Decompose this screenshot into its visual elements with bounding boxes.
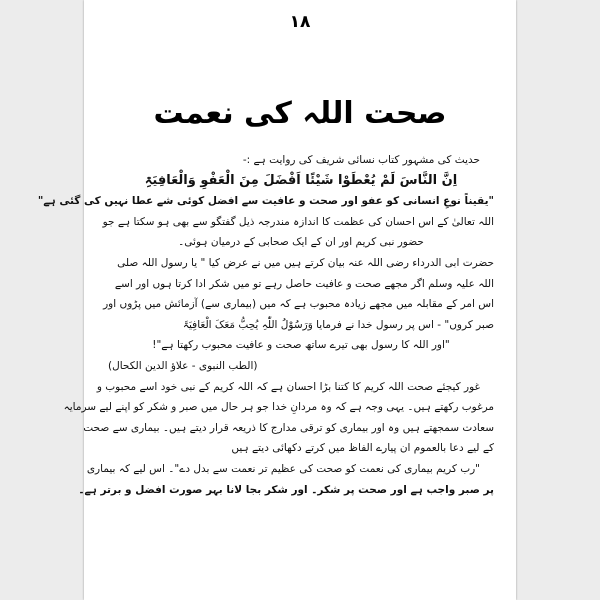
paragraph-line: کے لیے دعا بالعموم ان پیارے الفاظ میں کرتے دکھائی دیتے ہیں — [231, 442, 494, 455]
paragraph-line: اللہ تعالیٰ کے اس احسان کی عظمت کا اندازہ مندرجہ ذیل گفتگو سے بھی ہو سکتا ہے جو — [102, 215, 494, 228]
paragraph-line: پر صبر واجب ہے اور صحت پر شکر۔ اور شکر بجا لانا بہر صورت افضل و برتر ہے۔ — [78, 483, 494, 496]
paragraph-line: حدیث کی مشہور کتاب نسائی شریف کی روایت ہے :- — [242, 154, 480, 166]
paragraph-line: "رب کریم بیماری کی نعمت کو صحت کی عظیم تر نعمت سے بدل دے"۔ اس لیے کہ بیماری — [86, 462, 480, 475]
paragraph-line: صبر کروں" - اس پر رسول خدا نے فرمایا وَرَسُوْلُ اللّٰہِ یُحِبُّ مَعَکَ الْعَافِیَۃَ — [182, 318, 494, 331]
paragraph-line: حضور نبی کریم اور ان کے ایک صحابی کے درمیان ہوئی۔ — [178, 236, 424, 249]
paragraph-line: حضرت ابی الدرداء رضی اللہ عنہ بیان کرتے ہیں میں نے عرض کیا " یا رسول اللہ صلی — [117, 256, 494, 269]
paragraph-line: غور کیجئے صحت اللہ کریم کا کتنا بڑا احسان ہے کہ اللہ کریم کے نبی خود اسے محبوب و — [96, 380, 480, 393]
paragraph-line: مرغوب رکھتے ہیں۔ یہی وجہ ہے کہ وہ مردانِ خدا جو ہر حال میں صبر و شکر کو اپنے لیے سرمایہ — [63, 401, 494, 414]
reference-line: (الطب النبوی - علاؤ الدین الکحال) — [108, 359, 258, 372]
page-number: ۱۸ — [289, 12, 311, 32]
paragraph-line: اللہ علیہ وسلم اگر مجھے صحت و عافیت حاصل رہے تو میں شکر ادا کرتا ہوں اور اسے — [114, 277, 494, 290]
paragraph-line: سعادت سمجھتے ہیں وہ اور بیماری کو ترقی مدارج کا ذریعہ قرار دیتے ہیں۔ بیماری سے صحت — [83, 421, 494, 434]
arabic-hadith: اِنَّ النَّاسَ لَمْ یُعْطَوْا شَیْئًا اَفْضَلَ مِنَ الْعَفْوِ وَالْعَافِیَۃِ — [144, 172, 458, 188]
book-page — [37, 0, 516, 600]
paragraph-line: "اور اللہ کا رسول بھی تیرے ساتھ صحت و عافیت محبوب رکھتا ہے"! — [152, 339, 450, 352]
paragraph-line: اس امر کے مقابلہ میں مجھے زیادہ محبوب ہے کہ میں (بیماری سے) آزمائش میں پڑوں اور — [103, 298, 494, 311]
body-text — [37, 150, 494, 500]
translation-line: "یقیناً نوعِ انسانی کو عفو اور صحت و عافیت سے افضل کوئی شے عطا نہیں کی گئی ہے" — [37, 195, 494, 208]
chapter-title: صحت اللہ کی نعمت — [153, 96, 447, 131]
